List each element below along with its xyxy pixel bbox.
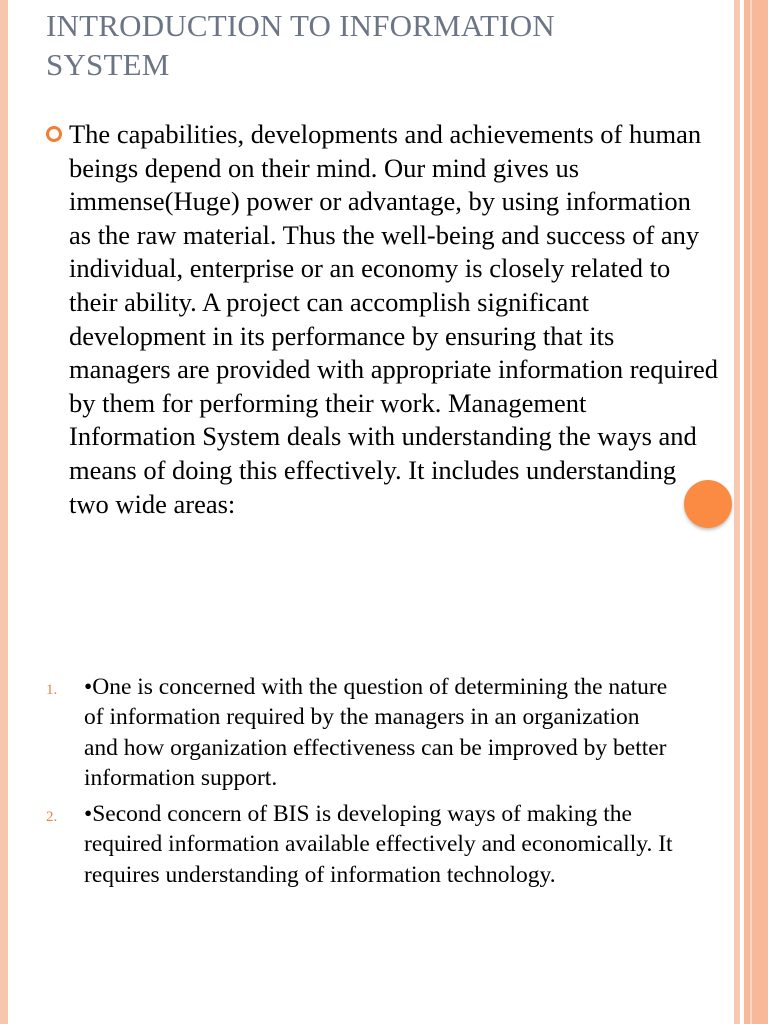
circle-bullet-icon	[46, 126, 62, 142]
list-item-text: •Second concern of BIS is developing ways of making the required information available effectively and economically. It requires understanding of information technology.	[84, 801, 673, 888]
list-item-text: •One is concerned with the question of determining the nature of information required by the managers in an organization and how organization effectiveness can be improved by better information support.	[84, 674, 668, 792]
list-number: 2.	[46, 809, 58, 825]
orange-circle-icon	[684, 480, 732, 528]
right-decorative-band-line	[750, 0, 752, 1024]
slide-title: INTRODUCTION TO INFORMATION SYSTEM	[46, 8, 555, 82]
left-edge-stripe	[0, 0, 8, 1024]
right-decorative-band-wide	[744, 0, 768, 1024]
list-number: 1.	[46, 682, 58, 698]
main-paragraph: The capabilities, developments and achievements of human beings depend on their mind. Our mind gives us immense(Huge) power or advantage, by using information as the raw material. Thus the well-being and success of any individual, enterprise or an economy is closely related to their ability. A project can accomplish significant development in its performance by ensuring that its managers are provided with appropriate information required by them for performing their work. Management Information System deals with understanding the ways and means of doing this effectively. It includes understanding two wide areas:	[69, 119, 719, 519]
